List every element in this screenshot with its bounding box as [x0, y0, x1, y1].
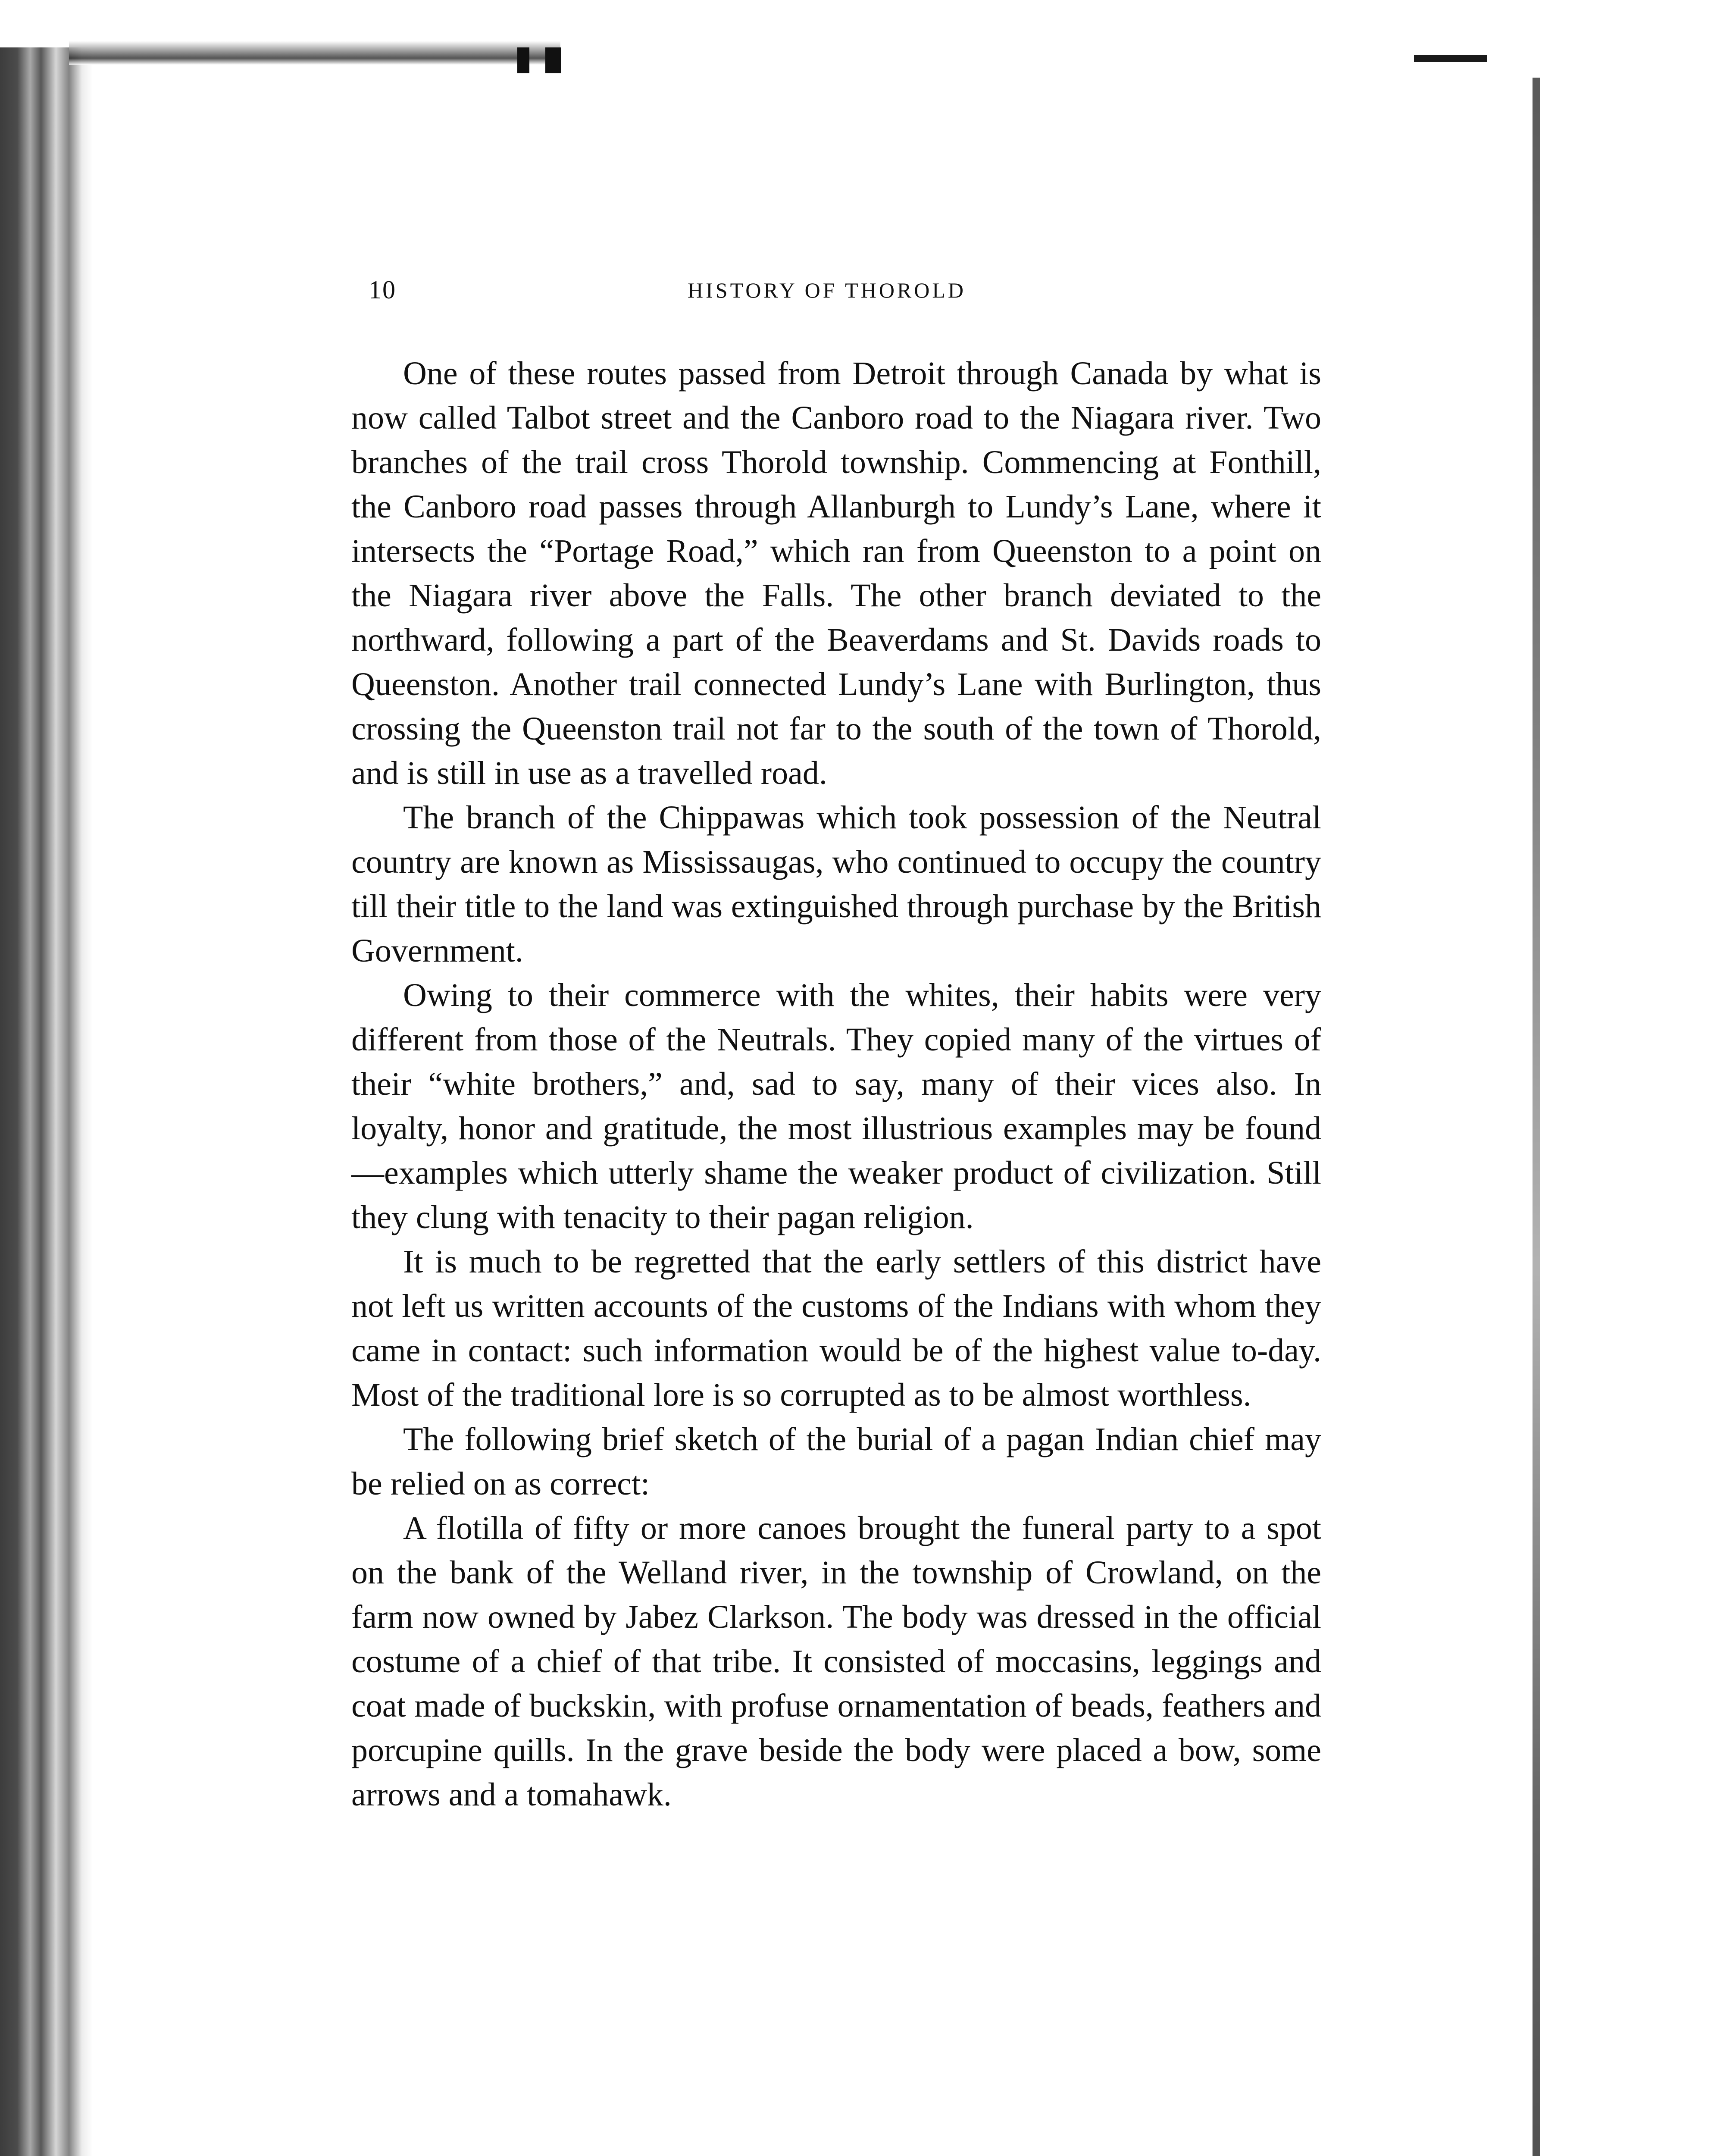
scan-mark	[517, 47, 529, 73]
paragraph-flotilla: A flotilla of fifty or more canoes brought the funeral party to a spot on the bank of the Welland river, in the township of Crowland, on the farm now owned by Jabez Clarkson. The body was dressed in the official costume of a chief of that tribe. It consisted of moccasins, leggings and coat made of buckskin, with profuse ornamentation of beads, feathers and porcupine quills. In the grave beside the body were placed a bow, some arrows and a tomahawk.	[351, 1510, 1321, 1813]
paragraph-trails: One of these routes passed from Detroit through Canada by what is now called Talbot street and the Canboro road to the Niagara river. Two branches of the trail cross Thorold township. Commencing at Fonthill, the Canboro road passes through Allanburgh to Lundy’s Lane, where it intersects the “Portage Road,” which ran from Queenston to a point on the Niagara river above the Falls. The other branch deviated to the northward, following a part of the Beaverdams and St. Davids roads to Queenston. Another trail connected Lundy’s Lane with Burlington, thus crossing the Queenston trail not far to the south of the town of Thorold, and is still in use as a travelled road.	[351, 355, 1321, 791]
paragraph-settlers: It is much to be regretted that the early settlers of this district have not left us written accounts of the customs of the Indians with whom they came in contact: such information would be of the highest value to-day. Most of the traditional lore is so corrupted as to be almost worthless.	[351, 1244, 1321, 1413]
paragraph-burial-intro: The following brief sketch of the burial of a pagan Indian chief may be relied on as correct:	[351, 1421, 1321, 1502]
right-edge-shadow	[1533, 78, 1540, 2156]
scan-mark	[545, 47, 561, 73]
scan-mark	[1414, 55, 1487, 62]
paragraph-mississaugas: The branch of the Chippawas which took possession of the Neutral country are known as Mississaugas, who continued to occupy the country till their title to the land was extinguished through purchase by the British Government.	[351, 799, 1321, 969]
top-edge-shadow	[69, 41, 560, 65]
paragraph-habits: Owing to their commerce with the whites, their habits were very different from those of the Neutrals. They copied many of the virtues of their “white brothers,” and, sad to say, many of their vices also. In loyalty, honor and gratitude, the most illustrious examples may be found—examples which utterly shame the weaker product of civilization. Still they clung with tenacity to their pagan religion.	[351, 977, 1321, 1235]
page-number: 10	[369, 276, 396, 304]
text-body	[351, 351, 1321, 1817]
binding-edge-shadow	[0, 47, 93, 2156]
running-head	[369, 275, 1317, 310]
running-title: HISTORY OF THOROLD	[688, 278, 966, 302]
